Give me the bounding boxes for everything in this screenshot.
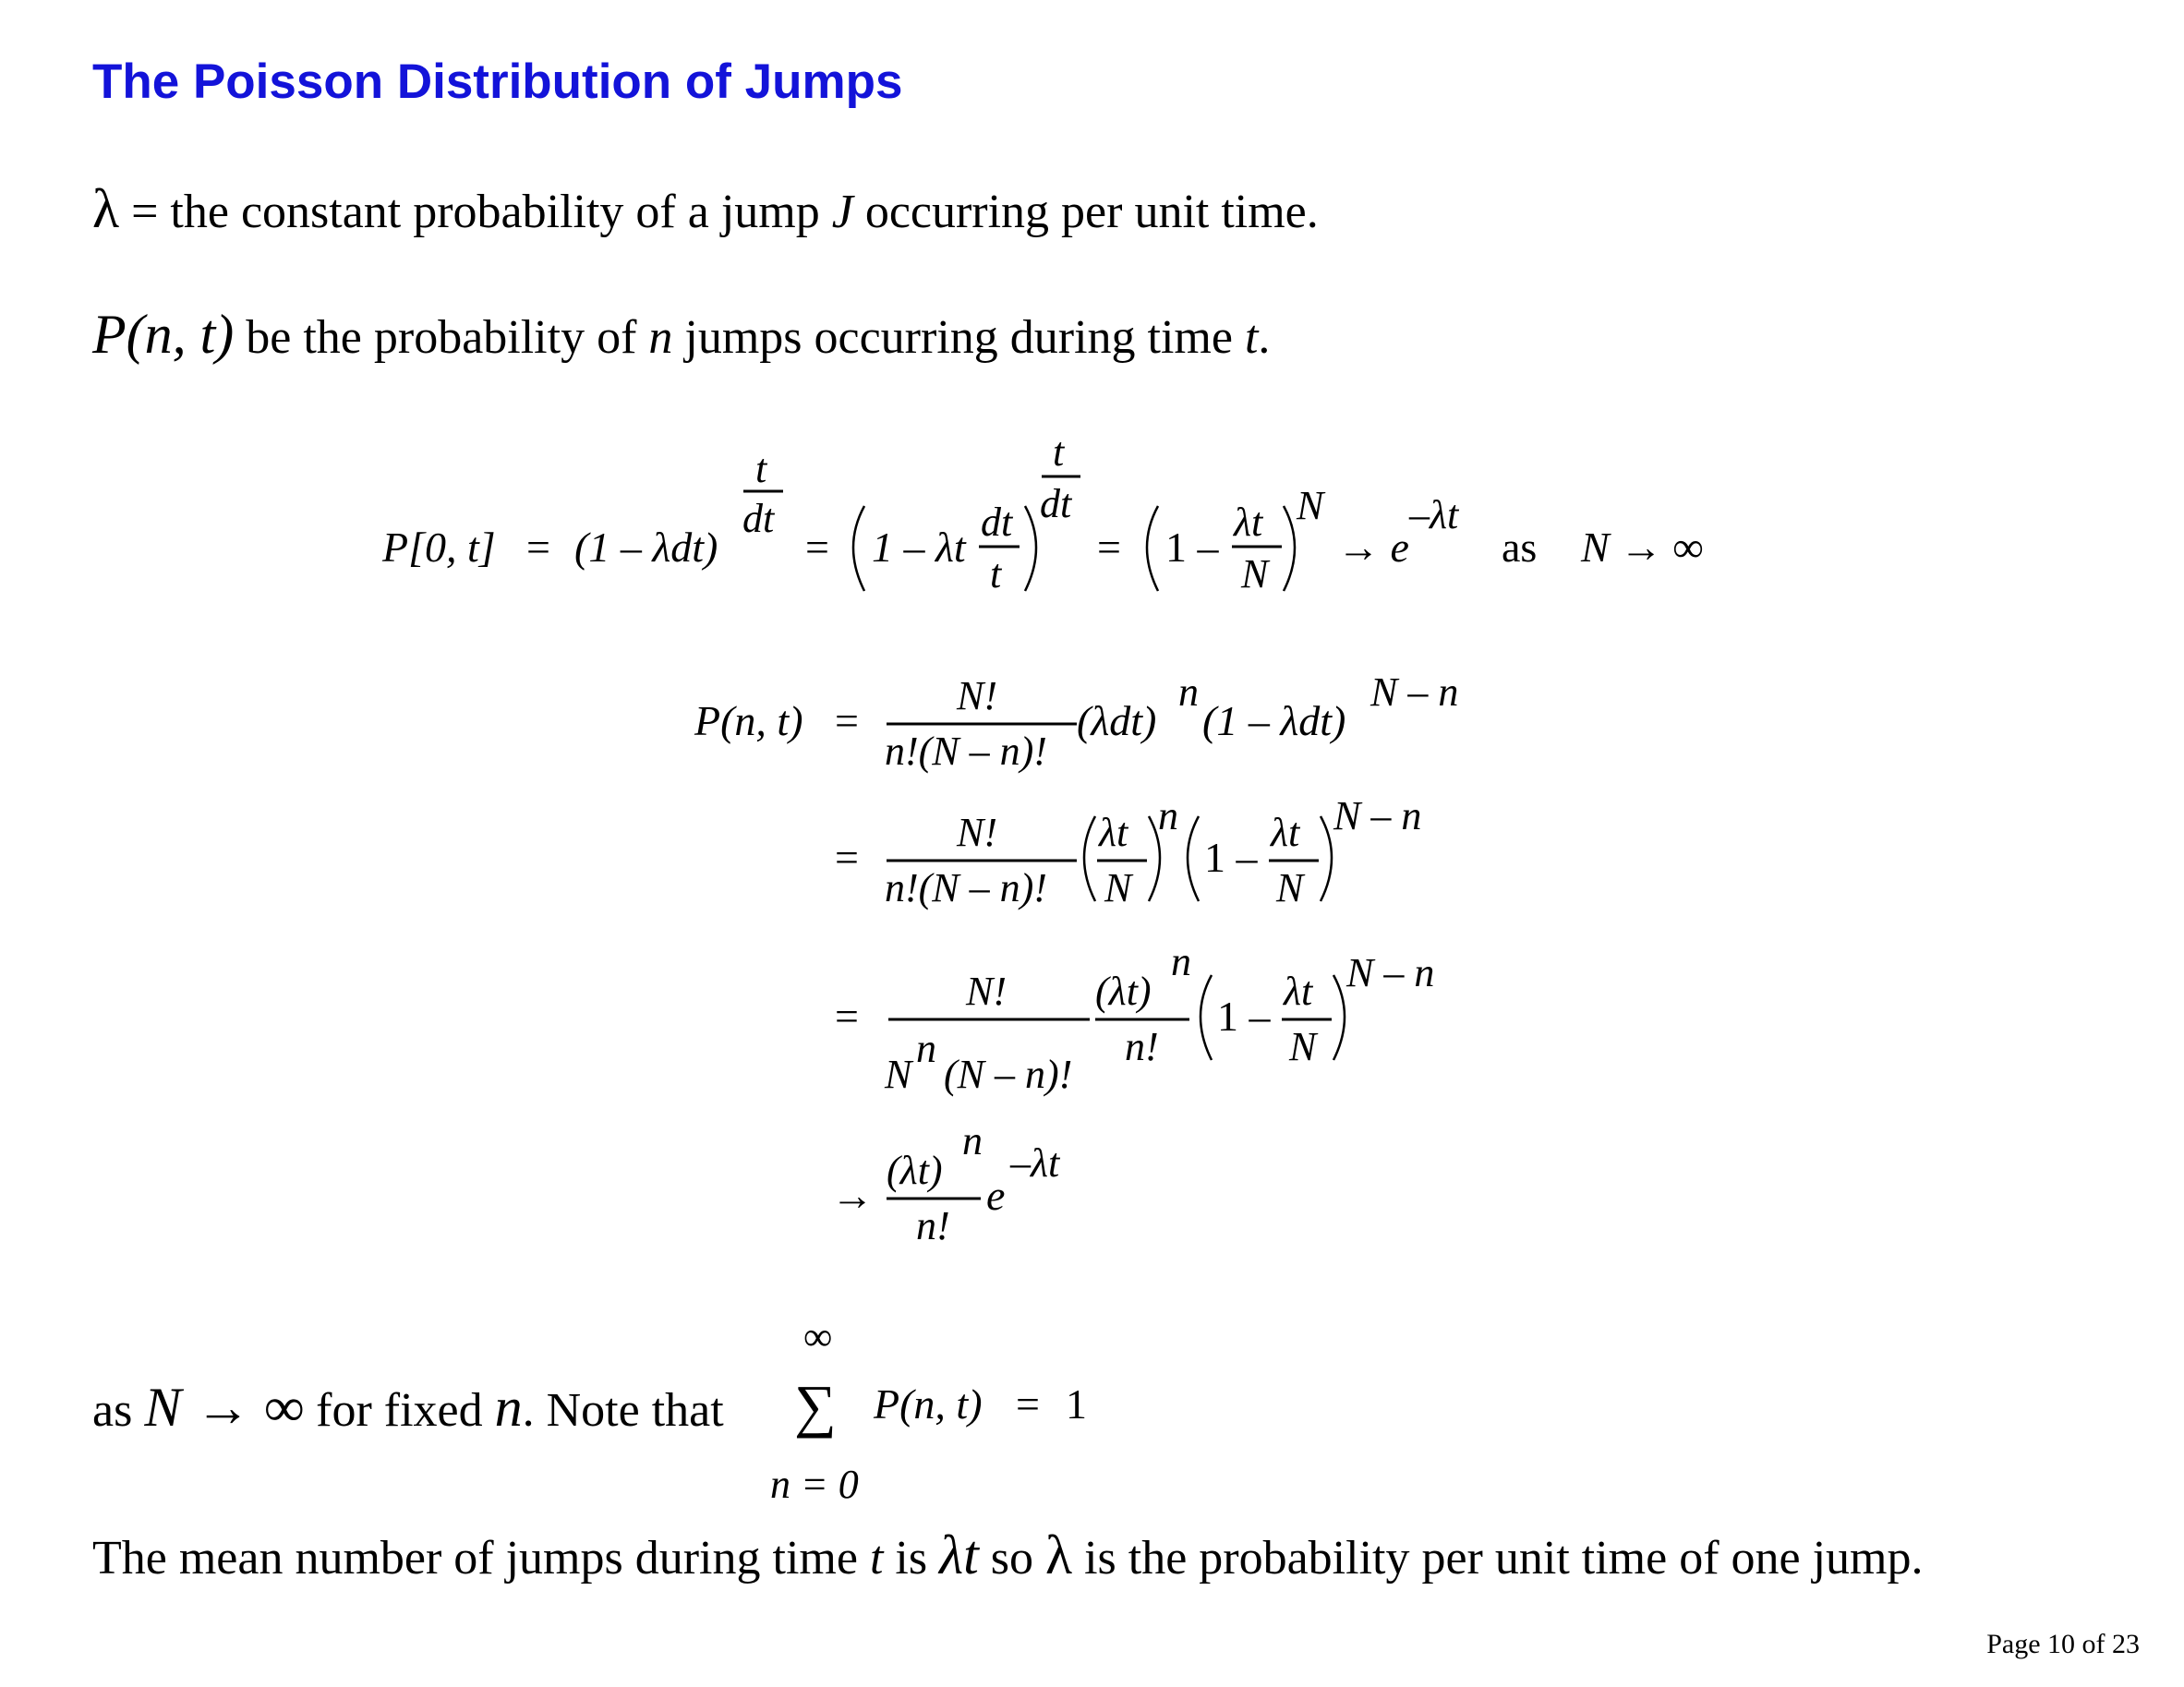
eq-sign: = — [835, 834, 859, 881]
mean-line — [92, 1524, 1923, 1587]
eq-sign: = — [526, 524, 550, 571]
denom-n-fact: n! — [1125, 1024, 1159, 1069]
left-paren — [1147, 506, 1158, 591]
eq-sign: = — [805, 524, 829, 571]
eq-sign: = — [835, 697, 859, 744]
page-number: Page 10 of 23 — [1986, 1629, 2140, 1659]
exp-minus-lt: –λt — [1010, 1140, 1060, 1186]
lambda-def-end: occurring per unit time. — [852, 186, 1319, 238]
sum-lower: n = 0 — [770, 1462, 859, 1507]
as-N-inf-line — [92, 1376, 724, 1440]
numer-lt-paren: (λt) — [1095, 969, 1152, 1014]
sum-pnt: P(n, t) — [874, 1380, 983, 1428]
frac-N: N — [1289, 1024, 1317, 1069]
frac-lt: λt — [1234, 500, 1263, 545]
eq-sign: = — [1016, 1380, 1040, 1428]
sigma: ∑ — [794, 1373, 837, 1439]
pnt-lhs: P(n, t) — [694, 697, 803, 744]
inner-t: t — [990, 551, 1002, 596]
one-minus-ldt-paren: (1 – λdt) — [1202, 697, 1346, 744]
arrow-e: → e — [1337, 524, 1409, 571]
exp-N-minus-n: N – n — [1370, 669, 1459, 715]
frac-N: N — [1104, 865, 1132, 910]
exp-n: n — [1178, 669, 1199, 715]
lambda: λ — [1044, 1524, 1073, 1585]
inner-dt: dt — [981, 500, 1013, 545]
frac-lt: λt — [1271, 810, 1300, 855]
frac-N: N — [1241, 551, 1269, 596]
exp-t2: t — [1053, 429, 1065, 475]
lambda-symbol: λ — [92, 178, 120, 239]
exp-minus-lt: –λt — [1409, 492, 1459, 537]
e: e — [986, 1172, 1006, 1219]
numer-lt-paren: (λt) — [887, 1148, 943, 1193]
arrow: → — [831, 1172, 874, 1219]
pnt-symbol: P(n, t) — [92, 304, 235, 365]
lambda-t: λt — [939, 1524, 979, 1585]
t-var: t — [869, 1532, 884, 1585]
denom-n-fact: n! — [916, 1203, 950, 1248]
page-title: The Poisson Distribution of Jumps — [92, 54, 903, 109]
lambda-def-text: = the constant probability of a jump — [119, 186, 832, 238]
for-fixed-text: for fixed — [304, 1384, 495, 1437]
numer-N-fact: N! — [966, 969, 1007, 1014]
pnt-def-mid: jumps occurring during time — [672, 311, 1245, 364]
equation-p0 — [381, 429, 1703, 596]
t-var: t — [1244, 311, 1259, 364]
one-minus-lt: 1 – λt — [872, 524, 966, 571]
numer-exp-n: n — [962, 1118, 983, 1163]
so-text: so — [978, 1532, 1045, 1585]
exp-N-minus-n: N – n — [1333, 793, 1422, 838]
pnt-def-end: . — [1258, 311, 1271, 364]
one-minus: 1 – — [1217, 993, 1271, 1040]
one-minus-ldt: (1 – λdt) — [574, 524, 718, 571]
summation — [770, 1314, 1087, 1507]
denom-N-minus-n-fact: (N – n)! — [944, 1052, 1073, 1097]
prob-text: is the probability per unit time of one jump. — [1072, 1532, 1924, 1585]
n-var: n — [648, 311, 673, 364]
left-paren — [1188, 816, 1199, 901]
left-paren — [853, 506, 864, 591]
exp-n: n — [1158, 793, 1178, 838]
one-minus: 1 – — [1204, 834, 1258, 881]
sum-one: 1 — [1066, 1380, 1087, 1428]
denom-n-N-minus-n: n!(N – n)! — [885, 729, 1047, 774]
equation-pnt-line3 — [835, 939, 1434, 1097]
numer-N-fact: N! — [957, 810, 997, 855]
equation-pnt-line1 — [694, 669, 1458, 774]
pnt-def-text: be the probability of — [234, 311, 649, 364]
right-paren — [1333, 975, 1345, 1060]
numer-N-fact: N! — [957, 673, 997, 718]
exp-N: N — [1297, 483, 1324, 528]
note-that-text: . Note that — [522, 1384, 724, 1437]
right-paren — [1025, 506, 1036, 591]
n-var: n — [494, 1377, 523, 1438]
equation-pnt-limit — [831, 1118, 1061, 1248]
sum-upper-inf: ∞ — [803, 1314, 833, 1359]
exp-N-minus-n: N – n — [1346, 950, 1435, 995]
as-text: as — [92, 1384, 145, 1437]
eq-sign: = — [835, 993, 859, 1040]
ldt-paren: (λdt) — [1077, 697, 1157, 744]
p0-lhs: P[0, t] — [382, 524, 496, 571]
frac-N: N — [1276, 865, 1304, 910]
right-paren — [1321, 816, 1332, 901]
left-paren — [1201, 975, 1212, 1060]
eq-sign: = — [1097, 524, 1121, 571]
frac-lt: λt — [1099, 810, 1128, 855]
as-word: as — [1502, 524, 1538, 571]
one-minus: 1 – — [1165, 524, 1219, 571]
N-inf: N → ∞ — [144, 1377, 305, 1438]
N-to-inf: N → ∞ — [1581, 524, 1704, 571]
denom-N: N — [885, 1052, 912, 1097]
denom-n-N-minus-n: n!(N – n)! — [885, 865, 1047, 910]
denom-exp-n: n — [916, 1026, 936, 1071]
left-paren — [1084, 816, 1095, 901]
right-paren — [1284, 506, 1295, 591]
numer-exp-n: n — [1171, 939, 1191, 984]
jump-var: J — [831, 186, 853, 238]
exp-dt: dt — [742, 496, 775, 541]
exp-dt2: dt — [1040, 481, 1072, 526]
is-text: is — [883, 1532, 940, 1585]
exp-t: t — [755, 446, 767, 491]
equation-pnt-line2 — [835, 793, 1421, 910]
mean-text: The mean number of jumps during time — [92, 1532, 870, 1585]
frac-lt: λt — [1284, 969, 1313, 1014]
